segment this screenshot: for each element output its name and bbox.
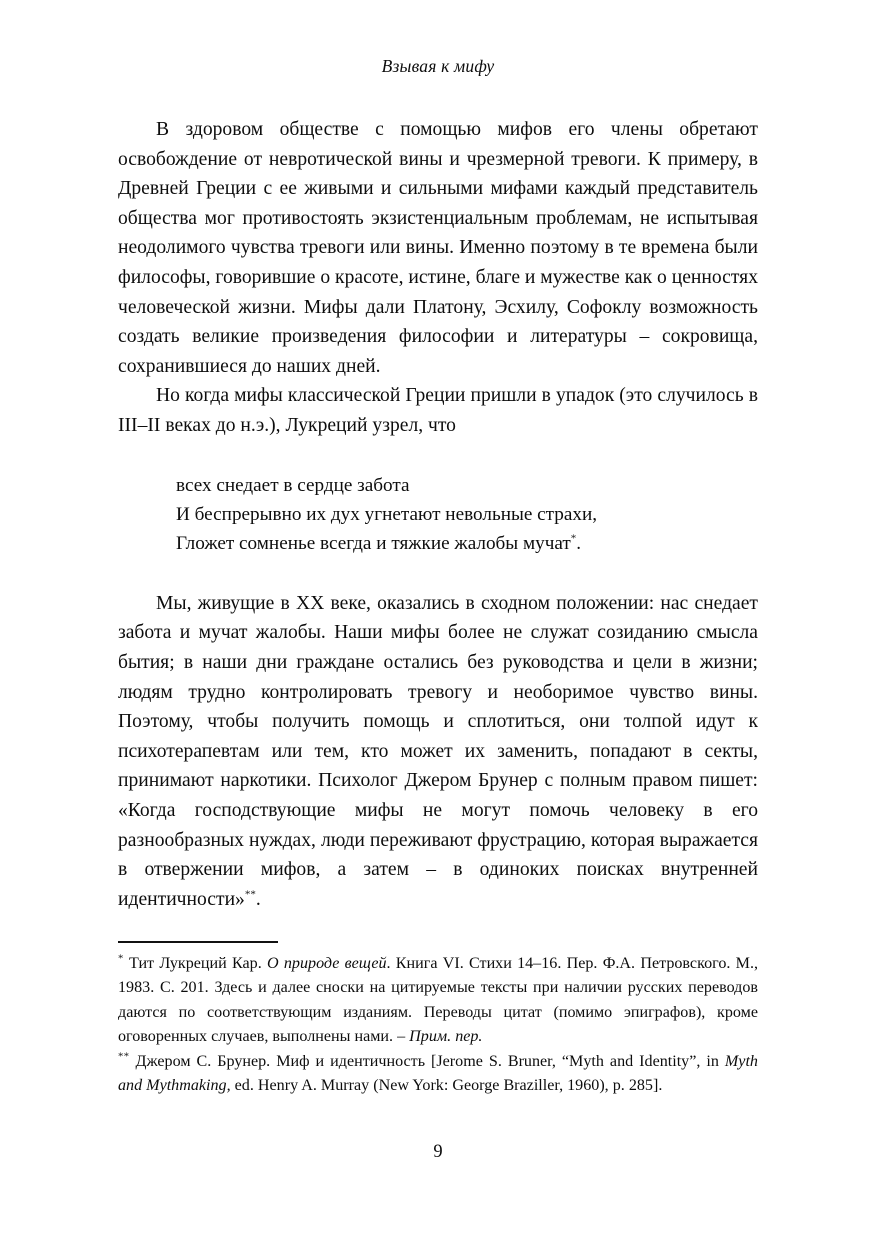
- verse-line-last: [176, 529, 758, 558]
- verse-line: И беспрерывно их дух угнетают невольные страхи,: [176, 503, 598, 525]
- footnotes-area: [118, 952, 758, 1098]
- paragraph: [118, 589, 758, 915]
- footnote-marker: *: [118, 953, 124, 965]
- verse-quote: [176, 471, 758, 559]
- footnote-part: ed. Henry A. Murray (New York: George Braziller, 1960), p. 285].: [230, 1077, 663, 1095]
- footnote-part-italic: О природе вещей: [267, 955, 387, 972]
- paragraph-tail: .: [255, 888, 261, 910]
- paragraph: Но когда мифы классической Греции пришли в упадок (это случилось в III–II веках до н.э.), Лукреций узрел, что: [118, 385, 758, 436]
- page-number: 9: [433, 1142, 443, 1162]
- paragraph-text: Мы, живущие в XX веке, оказались в сходном положении: нас снедает забота и мучат жалобы. Наши мифы более не служат созиданию смысла бытия; в наши дни граждане остались без руководства и цели в жизни; людям трудно контролировать тревогу и необоримое чувство вины. Поэтому, чтобы получить помощь и сплотиться, они толпой идут к психотерапевтам или тем, кто может их заменить, попадают в секты, принимают наркотики. Психолог Джером Брунер с полным правом пишет: «Когда господствующие мифы не могут помочь человеку в его разнообразных нуждах, люди переживают фрустрацию, которая выражается в отвержении мифов, а затем – в одиноких поисках внутренней идентичности»: [118, 592, 758, 910]
- running-head: Взывая к мифу: [381, 56, 495, 76]
- footnote-part-italic: Myth and Mythmaking,: [118, 1052, 758, 1095]
- footnote-part: Джером С. Брунер. Миф и идентичность [Jerome S. Bruner, “Myth and Identity”, in: [135, 1052, 725, 1070]
- footnote-marker: **: [118, 1051, 130, 1063]
- verse-line: всех снедает в сердце забота: [176, 474, 410, 496]
- footnote-part: Тит Лукреций Кар.: [129, 955, 267, 972]
- verse-line-text: Гложет сомненье всегда и тяжкие жалобы мучат: [176, 533, 571, 555]
- body-text-block-2: [118, 589, 758, 915]
- page-content: [118, 0, 758, 1241]
- body-text-block-1: [118, 115, 758, 441]
- paragraph: В здоровом обществе с помощью мифов его члены обретают освобождение от невротической вины и чрезмерной тревоги. К примеру, в Древней Греции с ее живыми и сильными мифами каждый представитель общества мог противостоять экзистенциальным проблемам, не испытывая неодолимого чувства тревоги или вины. Именно поэтому в те времена были философы, говорившие о красоте, истине, благе и мужестве как о ценностях человеческой жизни. Мифы дали Платону, Эсхилу, Софоклу возможность создать великие произведения философии и литературы – сокровища, сохранившиеся до наших дней.: [118, 119, 758, 377]
- footnote-part-italic: Прим. пер.: [409, 1028, 483, 1046]
- footnote-reference-2[interactable]: **: [244, 888, 256, 901]
- footnote-item: [118, 1050, 758, 1099]
- footnote-reference-1[interactable]: *: [570, 532, 577, 545]
- footnote-part: . Книга VI. Стихи 14–16. Пер. Ф.А. Петровского. М., 1983. С. 201. Здесь и далее сноски на цитируемые тексты при наличии русских переводов даются по соответствующим изданиям. Переводы цитат (помимо эпиграфов), кроме оговоренных случаев, выполнены нами. –: [118, 955, 759, 1046]
- verse-line-tail: .: [576, 533, 582, 555]
- footnote-item: [118, 952, 758, 1050]
- footnote-separator-rule: [118, 941, 278, 943]
